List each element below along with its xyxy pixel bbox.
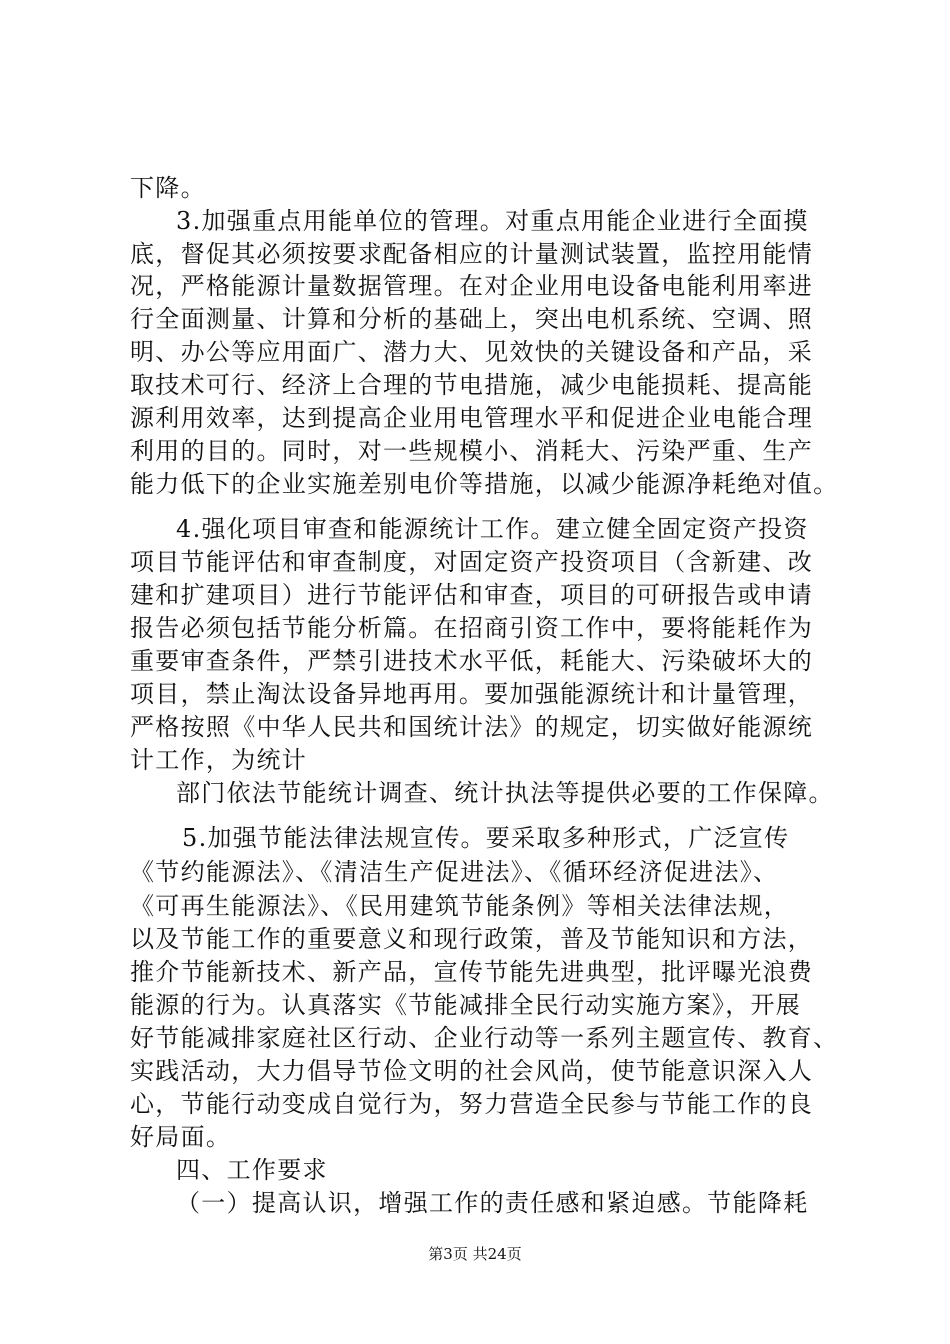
paragraph-line: 实践活动，大力倡导节俭文明的社会风尚，使节能意识深入人 [130, 1057, 814, 1085]
paragraph-line: 3.加强重点用能单位的管理。对重点用能企业进行全面摸 [176, 207, 809, 235]
paragraph-line: 以及节能工作的重要意义和现行政策，普及节能知识和方法， [130, 925, 814, 953]
paragraph-line: 利用的目的。同时，对一些规模小、消耗大、污染严重、生产 [130, 437, 814, 465]
paragraph-line: 能力低下的企业实施差别电价等措施，以减少能源净耗绝对值。 [130, 470, 839, 498]
paragraph-line: 下降。 [130, 174, 206, 202]
paragraph-line: 4.强化项目审查和能源统计工作。建立健全固定资产投资 [176, 515, 809, 543]
paragraph-line: 计工作，为统计 [130, 746, 308, 774]
page-number-footer: 第3页 共24页 [428, 1245, 522, 1263]
paragraph-line: 严格按照《中华人民共和国统计法》的规定，切实做好能源统 [130, 713, 814, 741]
paragraph-line: 好局面。 [130, 1123, 232, 1151]
paragraph-line: 《节约能源法》、《清洁生产促进法》、《循环经济促进法》、 [130, 858, 779, 886]
paragraph-line: 项目，禁止淘汰设备异地再用。要加强能源统计和计量管理， [130, 680, 814, 708]
paragraph-line: 5.加强节能法律法规宣传。要采取多种形式，广泛宣传 [182, 824, 790, 852]
paragraph-line: 《可再生能源法》、《民用建筑节能条例》等相关法律法规， [130, 892, 790, 920]
paragraph-line: 取技术可行、经济上合理的节电措施，减少电能损耗、提高能 [130, 371, 814, 399]
paragraph-line: 行全面测量、计算和分析的基础上，突出电机系统、空调、照 [130, 305, 814, 333]
paragraph-line: 底，督促其必须按要求配备相应的计量测试装置，监控用能情 [130, 240, 814, 268]
paragraph-line: 重要审查条件，严禁引进技术水平低，耗能大、污染破坏大的 [130, 647, 814, 675]
paragraph-line: 好节能减排家庭社区行动、企业行动等一系列主题宣传、教育、 [130, 1024, 839, 1052]
paragraph-line: 明、办公等应用面广、潜力大、见效快的关键设备和产品，采 [130, 338, 814, 366]
paragraph-line: 况，严格能源计量数据管理。在对企业用电设备电能利用率进 [130, 272, 814, 300]
paragraph-line: 源利用效率，达到提高企业用电管理水平和促进企业电能合理 [130, 404, 814, 432]
paragraph-line: 能源的行为。认真落实《节能减排全民行动实施方案》，开展 [130, 991, 802, 1019]
paragraph-line: 推介节能新技术、新产品，宣传节能先进典型，批评曝光浪费 [130, 958, 814, 986]
paragraph-line: 报告必须包括节能分析篇。在招商引资工作中，要将能耗作为 [130, 614, 814, 642]
paragraph-line: 项目节能评估和审查制度，对固定资产投资项目（含新建、改 [130, 548, 814, 576]
paragraph-line: （一）提高认识，增强工作的责任感和紧迫感。节能降耗 [176, 1189, 809, 1217]
section-heading: 四、工作要求 [176, 1156, 328, 1184]
paragraph-line: 部门依法节能统计调查、统计执法等提供必要的工作保障。 [176, 779, 834, 807]
paragraph-line: 心，节能行动变成自觉行为，努力营造全民参与节能工作的良 [130, 1090, 814, 1118]
paragraph-line: 建和扩建项目）进行节能评估和审查，项目的可研报告或申请 [130, 581, 814, 609]
